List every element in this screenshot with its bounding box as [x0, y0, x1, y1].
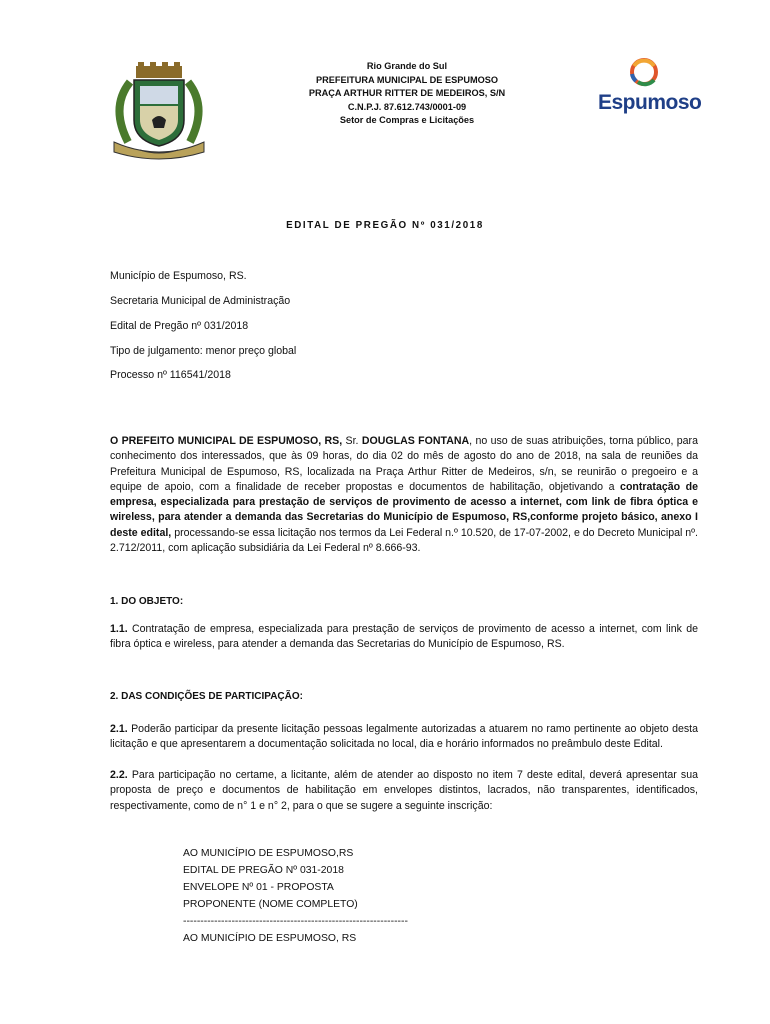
espumoso-ring-logo-icon — [598, 56, 690, 90]
municipal-coat-of-arms-icon — [100, 62, 218, 162]
item-number: 2.1. — [110, 723, 128, 735]
item-number: 2.2. — [110, 769, 128, 781]
section-2-item-1 — [110, 722, 698, 753]
envelope-line: ENVELOPE Nº 01 - PROPOSTA — [183, 882, 334, 893]
logo-wordmark: Espumoso — [598, 91, 702, 114]
envelope-inscription — [183, 845, 408, 947]
letterhead — [230, 60, 584, 128]
espumoso-logo — [598, 56, 702, 126]
preamble-edital: Edital de Pregão nº 031/2018 — [110, 320, 249, 332]
item-text: Poderão participar da presente licitação pessoas legalmente autorizadas a atuarem no ramo pertinente ao objeto desta licitação e que apresentarem a documentação solicitada no local, dia e horário informados no preâmbulo deste Edital. — [110, 723, 698, 751]
header-state: Rio Grande do Sul — [366, 61, 448, 71]
header-address: PRAÇA ARTHUR RITTER DE MEDEIROS, S/N — [308, 88, 506, 99]
intro-paragraph — [110, 434, 698, 556]
preamble-judgment-type: Tipo de julgamento: menor preço global — [110, 345, 297, 357]
item-text: Para participação no certame, a licitante, além de atender ao disposto no item 7 deste edital, deverá apresentar sua proposta de preço e documentos de habilitação em envelopes distintos, lacrados, não transparentes, identificados, respectivamente, como de n° 1 e n° 2, para o que se sugere a seguinte inscrição: — [110, 769, 698, 812]
intro-bold-mayor: O PREFEITO MUNICIPAL DE ESPUMOSO, RS, — [110, 435, 343, 447]
header-sector: Setor de Compras e Licitações — [339, 115, 475, 126]
item-text: Contratação de empresa, especializada para prestação de serviços de provimento de acesso a internet, com link de fibra óptica e wireless, para atender a demanda das Secretarias do Município de Espumoso, RS. — [110, 623, 698, 651]
intro-bold-object: contratação de empresa, especializada para prestação de serviços de provimento de acesso a internet, com link de fibra óptica e wireless, para atender a demanda das Secretarias do Município de Espumoso, RS,conforme projeto básico, anexo I deste edital, — [110, 480, 698, 539]
envelope-separator: ----------------------------------------------------------------- — [183, 916, 408, 927]
envelope-line: AO MUNICÍPIO DE ESPUMOSO,RS — [183, 848, 354, 859]
intro-text-3: processando-se essa licitação nos termos da Lei Federal n.º 10.520, de 17-07-2002, e do Decreto Municipal nº. 2.712/2011, com aplicação subsidiária da Lei Federal nº 8.666-93. — [110, 526, 698, 555]
document-title: EDITAL DE PREGÃO Nº 031/2018 — [286, 220, 484, 231]
section-2-heading: 2. DAS CONDIÇÕES DE PARTICIPAÇÃO: — [110, 691, 303, 702]
section-1-item-1 — [110, 622, 698, 653]
section-1-heading: 1. DO OBJETO: — [110, 596, 184, 607]
preamble-municipality: Município de Espumoso, RS. — [110, 270, 247, 282]
envelope-line: PROPONENTE (NOME COMPLETO) — [183, 899, 358, 910]
intro-text-2: , no uso de suas atribuições, torna público, para conhecimento dos interessados, que às 09 horas, do dia 02 do mês de agosto do ano de 2018, na sala de reuniões da Prefeitura Municipal de Espumoso, RS, localizada na Praça Arthur Ritter de Medeiros, s/n, se reunirão o pregoeiro e a equipe de apoio, com a finalidade de receber propostas e documentos de habilitação, objetivando a — [110, 435, 698, 493]
intro-bold-name: DOUGLAS FONTANA — [361, 435, 470, 447]
preamble-secretariat: Secretaria Municipal de Administração — [110, 295, 291, 307]
intro-text-1: Sr. — [342, 435, 362, 447]
preamble-process: Processo nº 116541/2018 — [110, 369, 231, 381]
header-prefecture: PREFEITURA MUNICIPAL DE ESPUMOSO — [315, 74, 499, 85]
item-number: 1.1. — [110, 623, 128, 635]
envelope-line: AO MUNICÍPIO DE ESPUMOSO, RS — [183, 933, 357, 944]
section-2-item-2 — [110, 768, 698, 814]
envelope-line: EDITAL DE PREGÃO Nº 031-2018 — [183, 865, 344, 876]
header-cnpj: C.N.P.J. 87.612.743/0001-09 — [347, 101, 467, 112]
